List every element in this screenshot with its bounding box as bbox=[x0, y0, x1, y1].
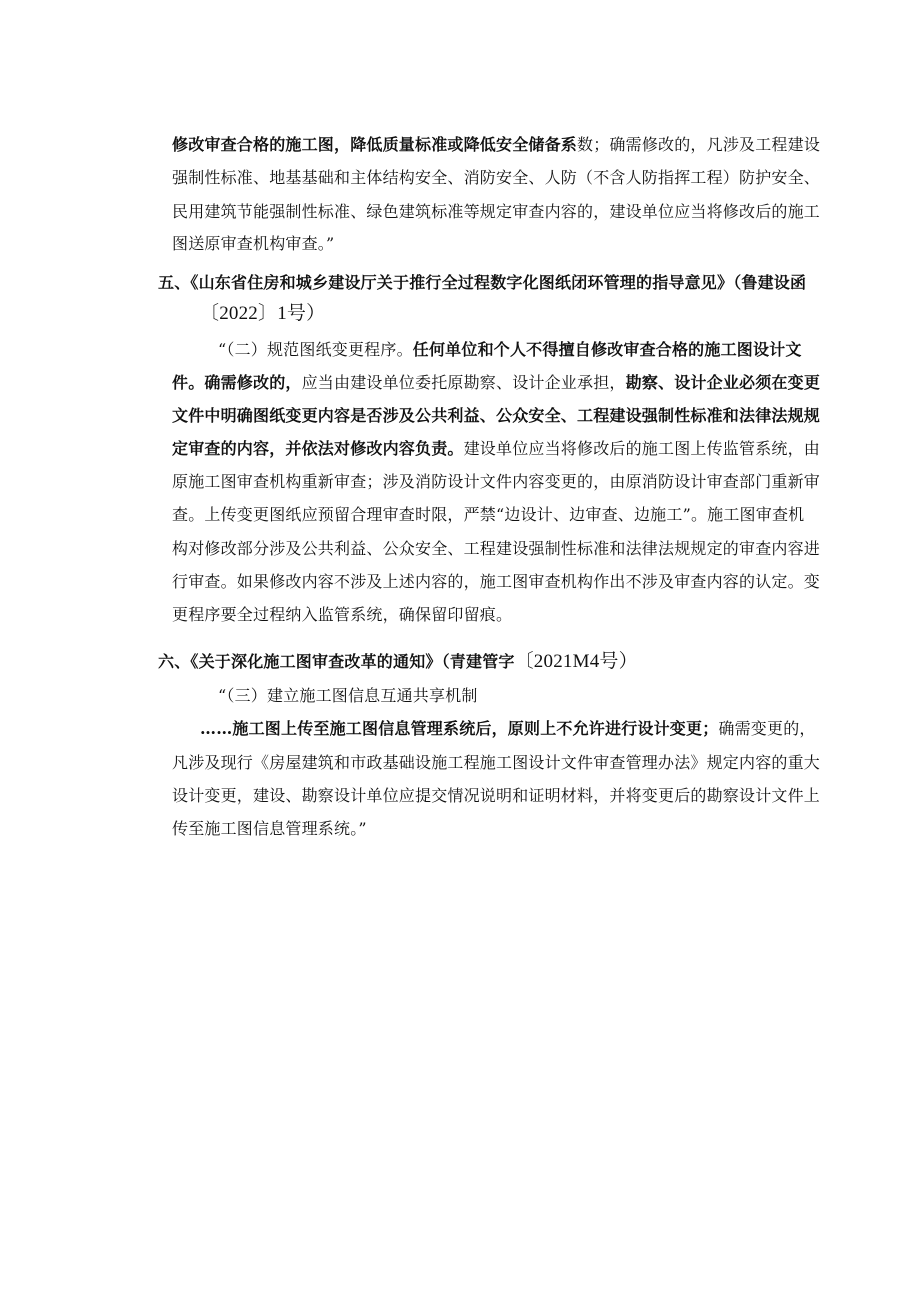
paragraph-line: 传至施工图信息管理系统。” bbox=[172, 819, 367, 838]
paragraph-line: 设计变更，建设、勘察设计单位应提交情况说明和证明材料，并将变更后的勘察设计文件上 bbox=[172, 786, 821, 805]
bold-text: 件。确需修改的， bbox=[172, 373, 302, 392]
body-text: “（二）规范图纸变更程序。 bbox=[218, 340, 413, 359]
paragraph-line: “（三）建立施工图信息互通共享机制 bbox=[218, 686, 478, 705]
paragraph-line bbox=[172, 437, 820, 461]
body-text: 确需变更的， bbox=[718, 719, 816, 738]
section-heading-5-cont bbox=[200, 302, 325, 326]
paragraph-line: 原施工图审查机构重新审查；涉及消防设计文件内容变更的，由原消防设计审查部门重新审 bbox=[172, 472, 821, 491]
bold-text: 修改审查合格的施工图，降低质量标准或降低安全储备系 bbox=[172, 135, 578, 154]
paragraph-line: 图送原审查机构审查。” bbox=[172, 234, 335, 253]
body-text: 数；确需修改的，凡涉及工程建设 bbox=[577, 135, 821, 154]
paragraph-line: 构对修改部分涉及公共利益、公众安全、工程建设强制性标准和法律法规规定的审查内容进 bbox=[172, 539, 821, 558]
heading-number: 六、 bbox=[158, 652, 191, 671]
paragraph-line bbox=[218, 338, 802, 362]
paragraph-line: 更程序要全过程纳入监管系统，确保留印留痕。 bbox=[172, 605, 513, 624]
document-number: 〔2022〕1号） bbox=[200, 303, 326, 324]
bold-text: 定审查的内容，并依法对修改内容负责。 bbox=[172, 439, 464, 458]
bold-text: 任何单位和个人不得擅自修改审查合格的施工图设计文 bbox=[412, 340, 802, 359]
paragraph-line bbox=[172, 371, 820, 395]
section-heading-5 bbox=[158, 271, 806, 295]
paragraph-line: 查。上传变更图纸应预留合理审查时限，严禁“边设计、边审查、边施工”。施工图审查机 bbox=[172, 505, 805, 524]
paragraph-line: 凡涉及现行《房屋建筑和市政基础设施工程施工图设计文件审查管理办法》规定内容的重大 bbox=[172, 753, 821, 772]
paragraph-line: 强制性标准、地基基础和主体结构安全、消防安全、人防（不含人防指挥工程）防护安全、 bbox=[172, 168, 821, 187]
paragraph-line bbox=[200, 717, 816, 741]
heading-title: 《山东省住房和城乡建设厅关于推行全过程数字化图纸闭环管理的指导意见》（鲁建设函 bbox=[190, 273, 807, 292]
bold-text: 勘察、设计企业必须在变更 bbox=[625, 373, 821, 392]
paragraph-line: 文件中明确图纸变更内容是否涉及公共利益、公众安全、工程建设强制性标准和法律法规规 bbox=[172, 406, 821, 425]
heading-number: 五、 bbox=[158, 273, 191, 292]
paragraph-line bbox=[172, 133, 820, 157]
body-text: 建设单位应当将修改后的施工图上传监管系统，由 bbox=[463, 439, 821, 458]
section-heading-6 bbox=[158, 650, 638, 674]
paragraph-line: 行审查。如果修改内容不涉及上述内容的，施工图审查机构作出不涉及审查内容的认定。变 bbox=[172, 572, 821, 591]
body-text: 应当由建设单位委托原勘察、设计企业承担， bbox=[301, 373, 626, 392]
document-number: 〔2021M4号） bbox=[514, 651, 638, 672]
heading-title: 《关于深化施工图审查改革的通知》（青建管字 bbox=[190, 652, 515, 671]
bold-text: ……施工图上传至施工图信息管理系统后，原则上不允许进行设计变更； bbox=[200, 719, 719, 738]
paragraph-line: 民用建筑节能强制性标准、绿色建筑标准等规定审查内容的，建设单位应当将修改后的施工 bbox=[172, 202, 821, 221]
